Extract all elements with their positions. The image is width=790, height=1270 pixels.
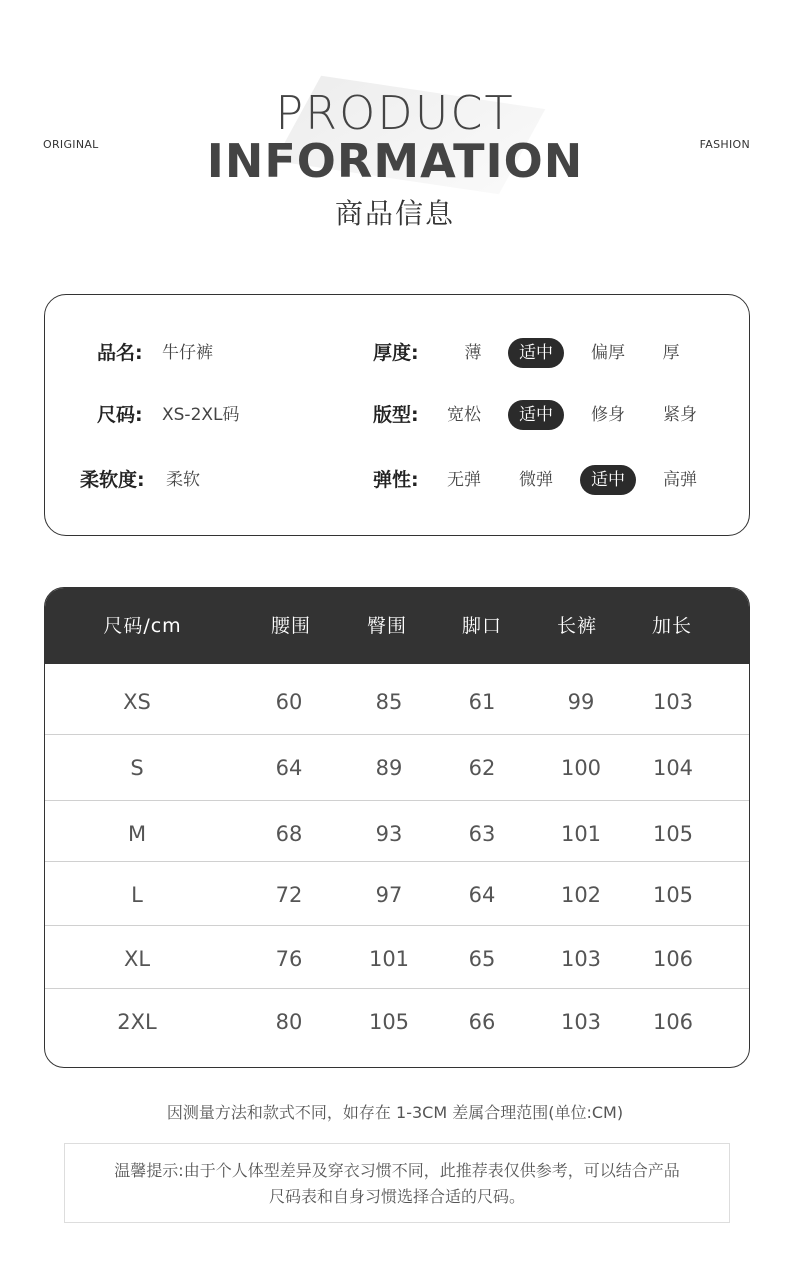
- softness-label: 柔软度:: [80, 469, 145, 491]
- elasticity-option: 微弹: [519, 470, 553, 490]
- cell-size: XS: [123, 690, 151, 714]
- info-row-name-thickness: [45, 335, 749, 371]
- cell-length: 101: [560, 822, 602, 846]
- cell-waist: 80: [275, 1010, 303, 1034]
- cell-long-length: 104: [652, 756, 694, 780]
- title-chinese: 商品信息: [334, 197, 455, 230]
- cell-size: L: [131, 883, 143, 907]
- cell-length: 100: [560, 756, 602, 780]
- size-value: XS-2XL码: [162, 405, 240, 425]
- cell-length: 103: [560, 1010, 602, 1034]
- title-information: INFORMATION: [206, 134, 584, 188]
- cell-size: XL: [123, 947, 151, 971]
- header-long-length: 加长: [651, 615, 692, 637]
- tip-line-1: 温馨提示:由于个人体型差异及穿衣习惯不同，此推荐表仅供参考，可以结合产品: [114, 1161, 680, 1180]
- size-chart-table: [44, 587, 750, 1068]
- table-row: [45, 736, 749, 801]
- table-row: [45, 863, 749, 926]
- cell-hem: 63: [468, 822, 496, 846]
- tip-line-2: 尺码表和自身习惯选择合适的尺码。: [268, 1187, 525, 1206]
- cell-length: 99: [567, 690, 595, 714]
- cell-long-length: 103: [652, 690, 694, 714]
- elasticity-option-selected: 适中: [580, 465, 636, 495]
- info-row-softness-elasticity: [45, 462, 749, 498]
- cell-waist: 76: [275, 947, 303, 971]
- cell-long-length: 105: [652, 883, 694, 907]
- cell-hem: 61: [468, 690, 496, 714]
- cell-waist: 60: [275, 690, 303, 714]
- cell-hip: 101: [368, 947, 410, 971]
- cell-size: 2XL: [117, 1010, 157, 1034]
- table-header: [45, 588, 749, 664]
- fit-option: 紧身: [663, 405, 697, 425]
- cell-length: 103: [560, 947, 602, 971]
- measurement-note: 因测量方法和款式不同，如存在 1-3CM 差属合理范围(单位:CM): [166, 1103, 624, 1122]
- table-row: [45, 990, 749, 1065]
- cell-hip: 97: [375, 883, 403, 907]
- title-product: PRODUCT: [275, 86, 515, 140]
- fit-option: 修身: [591, 405, 625, 425]
- table-row: [45, 927, 749, 989]
- thickness-option: 厚: [662, 343, 680, 363]
- header-hip: 臀围: [366, 615, 407, 637]
- thickness-label: 厚度:: [373, 342, 419, 364]
- cell-hip: 85: [375, 690, 403, 714]
- size-label: 尺码:: [97, 404, 143, 426]
- info-row-size-fit: [45, 397, 749, 433]
- elasticity-label: 弹性:: [373, 469, 419, 491]
- product-info-card: [44, 294, 750, 536]
- thickness-option: 偏厚: [591, 343, 625, 363]
- name-label: 品名:: [97, 342, 143, 364]
- cell-long-length: 106: [652, 1010, 694, 1034]
- thickness-option: 薄: [464, 343, 482, 363]
- cell-waist: 68: [275, 822, 303, 846]
- softness-value: 柔软: [166, 470, 200, 490]
- cell-waist: 72: [275, 883, 303, 907]
- elasticity-option: 高弹: [663, 470, 697, 490]
- fit-option-selected: 适中: [508, 400, 564, 430]
- cell-hem: 66: [468, 1010, 496, 1034]
- cell-size: S: [130, 756, 144, 780]
- header-size: 尺码/cm: [103, 615, 182, 637]
- thickness-option-selected: 适中: [508, 338, 564, 368]
- cell-size: M: [127, 822, 147, 846]
- cell-hip: 105: [368, 1010, 410, 1034]
- tip-box: [64, 1143, 730, 1223]
- header-length: 长裤: [556, 615, 597, 637]
- cell-hip: 93: [375, 822, 403, 846]
- cell-hem: 65: [468, 947, 496, 971]
- header-waist: 腰围: [270, 615, 311, 637]
- cell-long-length: 106: [652, 947, 694, 971]
- cell-length: 102: [560, 883, 602, 907]
- cell-hem: 62: [468, 756, 496, 780]
- header-hem: 脚口: [461, 615, 502, 637]
- original-tag: ORIGINAL: [43, 138, 99, 151]
- table-row: [45, 802, 749, 862]
- fit-option: 宽松: [447, 405, 481, 425]
- elasticity-option: 无弹: [447, 470, 481, 490]
- fashion-tag: FASHION: [699, 138, 750, 151]
- cell-long-length: 105: [652, 822, 694, 846]
- cell-waist: 64: [275, 756, 303, 780]
- table-row: [45, 670, 749, 735]
- name-value: 牛仔裤: [162, 343, 213, 363]
- cell-hem: 64: [468, 883, 496, 907]
- fit-label: 版型:: [373, 404, 419, 426]
- cell-hip: 89: [375, 756, 403, 780]
